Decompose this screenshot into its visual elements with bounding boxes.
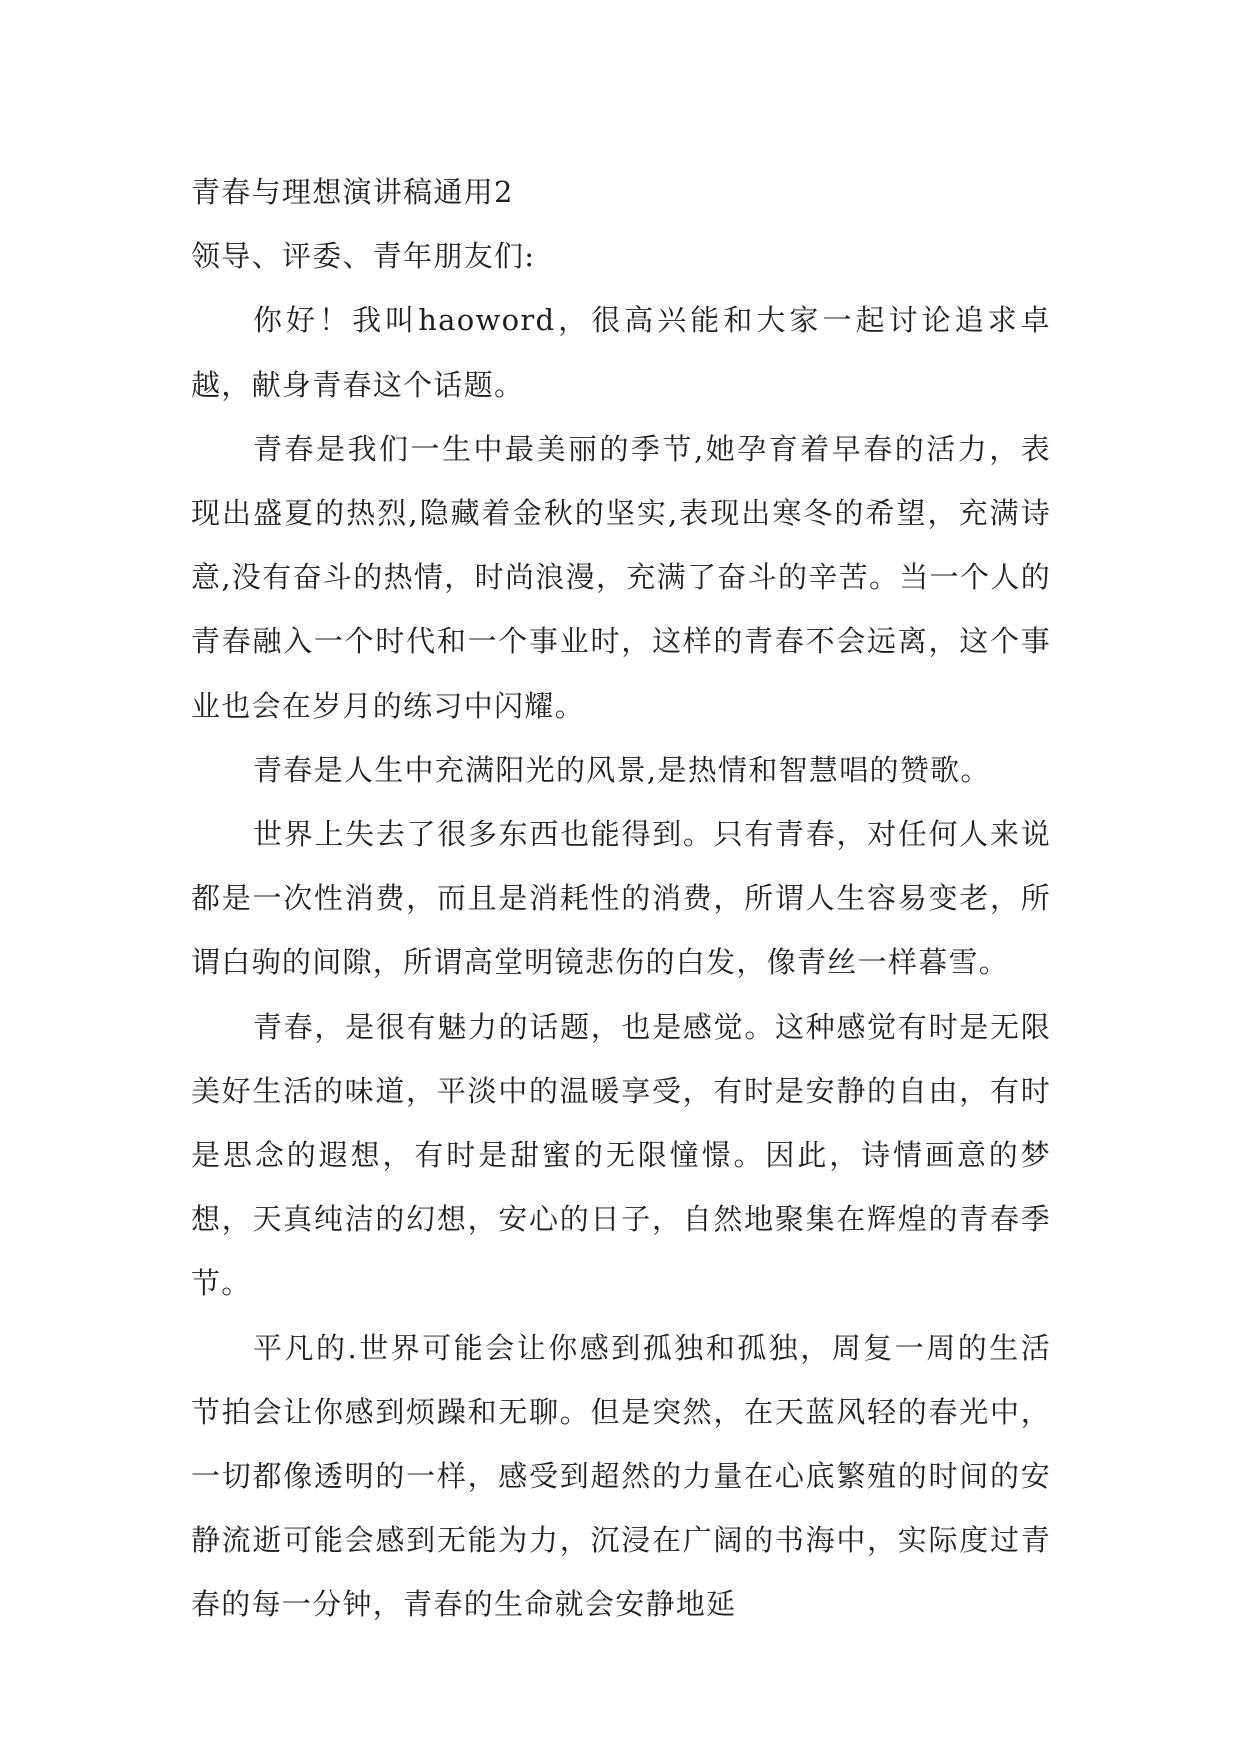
document-body <box>191 160 1051 1637</box>
paragraph-greeting: 你好！我叫haoword，很高兴能和大家一起讨论追求卓越，献身青春这个话题。 <box>191 303 1051 402</box>
paragraph-youth-scenery: 青春是人生中充满阳光的风景,是热情和智慧唱的赞歌。 <box>253 752 991 787</box>
paragraph-ordinary-world: 平凡的.世界可能会让你感到孤独和孤独，周复一周的生活节拍会让你感到烦躁和无聊。但是突然，在天蓝风轻的春光中，一切都像透明的一样，感受到超然的力量在心底繁殖的时间的安静流逝可能会感到无能为力，沉浸在广阔的书海中，实际度过青春的每一分钟，青春的生命就会安静地延 <box>191 1330 1051 1622</box>
paragraph-youth-consumption: 世界上失去了很多东西也能得到。只有青春，对任何人来说都是一次性消费，而且是消耗性的消费，所谓人生容易变老，所谓白驹的间隙，所谓高堂明镜悲伤的白发，像青丝一样暮雪。 <box>191 817 1051 980</box>
paragraph-youth-feeling: 青春，是很有魅力的话题，也是感觉。这种感觉有时是无限美好生活的味道，平淡中的温暖享受，有时是安静的自由，有时是思念的遐想，有时是甜蜜的无限憧憬。因此，诗情画意的梦想，天真纯洁的幻想，安心的日子，自然地聚集在辉煌的青春季节。 <box>191 1009 1051 1301</box>
paragraph-youth-season: 青春是我们一生中最美丽的季节,她孕育着早春的活力，表现出盛夏的热烈,隐藏着金秋的坚实,表现出寒冬的希望，充满诗意,没有奋斗的热情，时尚浪漫，充满了奋斗的辛苦。当一个人的青春融入一个时代和一个事业时，这样的青春不会远离，这个事业也会在岁月的练习中闪耀。 <box>191 431 1051 723</box>
salutation: 领导、评委、青年朋友们: <box>191 239 536 274</box>
document-title: 青春与理想演讲稿通用2 <box>191 175 514 209</box>
